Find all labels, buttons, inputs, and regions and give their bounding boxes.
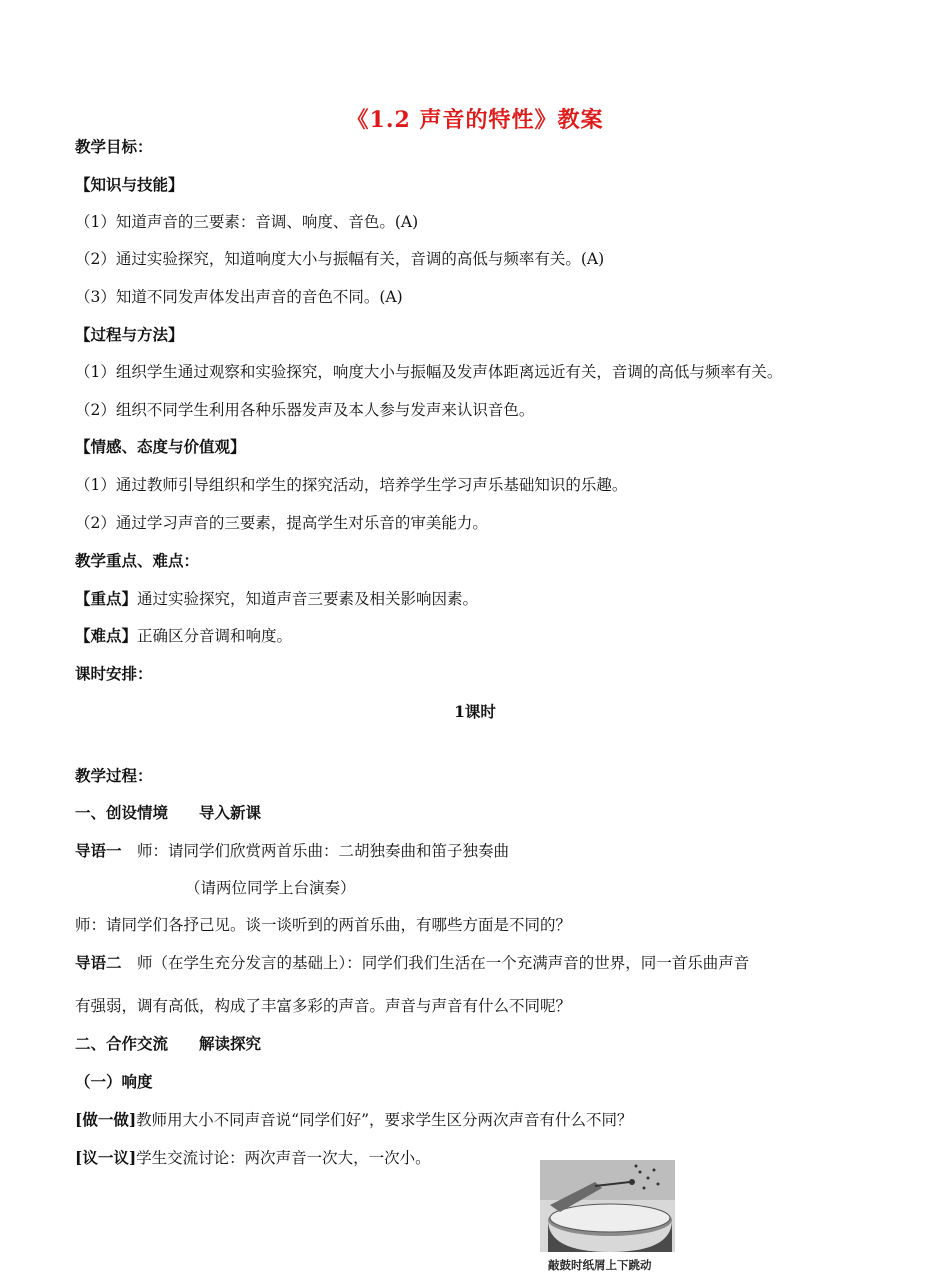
document-title: 《1.2 声音的特性》教案 — [346, 107, 604, 133]
process-heading: 【过程与方法】 — [75, 325, 184, 344]
discuss-label: [议一议] — [75, 1148, 137, 1167]
intro-1-text: 师：请同学们欣赏两首乐曲：二胡独奏曲和笛子独奏曲 — [121, 842, 510, 860]
schedule-heading: 课时安排： — [75, 664, 153, 683]
emotion-heading: 【情感、态度与价值观】 — [75, 437, 246, 456]
emotion-item-1: （1）通过教师引导组织和学生的探究活动，培养学生学习声乐基础知识的乐趣。 — [75, 476, 628, 494]
key-point-text: 通过实验探究，知道声音三要素及相关影响因素。 — [137, 590, 479, 608]
schedule-value: 1课时 — [454, 702, 496, 721]
knowledge-heading: 【知识与技能】 — [75, 175, 184, 194]
knowledge-item-3: （3）知道不同发声体发出声音的音色不同。(A) — [75, 288, 403, 306]
intro-1-note: （请两位同学上台演奏） — [185, 879, 356, 897]
section-2-heading: 二、合作交流 解读探究 — [75, 1034, 262, 1053]
teacher-question: 师：请同学们各抒己见。谈一谈听到的两首乐曲，有哪些方面是不同的？ — [75, 916, 572, 934]
do-it-text: 教师用大小不同声音说“同学们好”，要求学生区分两次声音有什么不同？ — [136, 1111, 633, 1129]
process-item-2: （2）组织不同学生利用各种乐器发声及本人参与发声来认识音色。 — [75, 401, 535, 419]
discuss-line — [75, 1148, 431, 1168]
key-heading: 教学重点、难点： — [75, 551, 200, 570]
intro-1-label: 导语一 — [75, 841, 122, 860]
difficulty-text: 正确区分音调和响度。 — [137, 627, 293, 645]
discuss-text: 学生交流讨论：两次声音一次大，一次小。 — [136, 1149, 431, 1167]
knowledge-item-2: （2）通过实验探究，知道响度大小与振幅有关，音调的高低与频率有关。(A) — [75, 250, 605, 268]
figure-caption: 敲鼓时纸屑上下跳动 — [548, 1258, 652, 1272]
difficulty-label: 【难点】 — [75, 626, 138, 645]
emotion-item-2: （2）通过学习声音的三要素，提高学生对乐音的审美能力。 — [75, 514, 488, 532]
intro-2-text: 师（在学生充分发言的基础上）：同学们我们生活在一个充满声音的世界，同一首乐曲声音 — [121, 954, 750, 972]
drum-illustration — [540, 1160, 675, 1252]
knowledge-item-1: （1）知道声音的三要素：音调、响度、音色。(A) — [75, 213, 419, 231]
do-it-label: [做一做] — [75, 1110, 137, 1129]
do-it-line — [75, 1110, 633, 1130]
goals-heading: 教学目标： — [75, 137, 153, 156]
intro-2-continued: 有强弱，调有高低，构成了丰富多彩的声音。声音与声音有什么不同呢？ — [75, 997, 572, 1015]
intro-2 — [75, 953, 749, 973]
process-item-1: （1）组织学生通过观察和实验探究，响度大小与振幅及发声体距离远近有关，音调的高低与频率有关。 — [75, 363, 783, 381]
section-1-heading: 一、创设情境 导入新课 — [75, 803, 262, 822]
intro-2-label: 导语二 — [75, 953, 122, 972]
subsection-loudness: （一）响度 — [75, 1072, 153, 1091]
procedure-heading: 教学过程： — [75, 766, 153, 785]
key-point-label: 【重点】 — [75, 589, 138, 608]
difficulty-point — [75, 626, 292, 646]
intro-1 — [75, 841, 509, 861]
key-point — [75, 589, 478, 609]
